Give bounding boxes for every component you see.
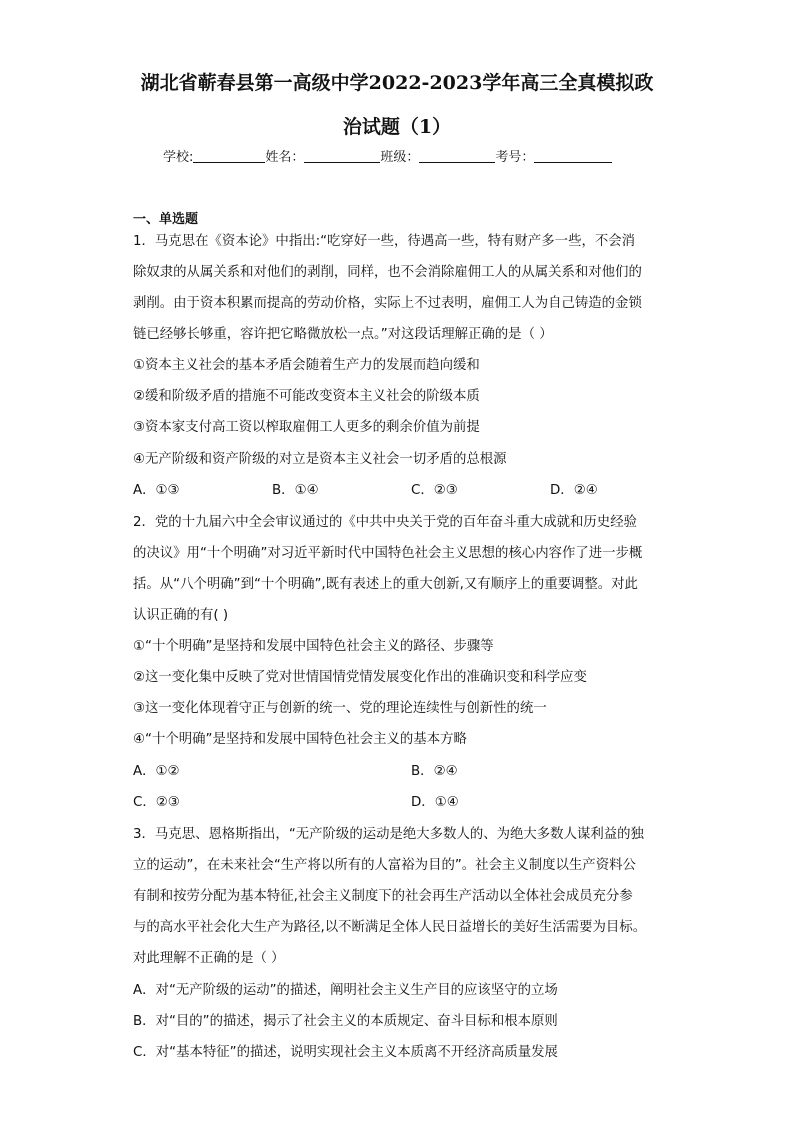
class-blank[interactable] xyxy=(419,149,495,163)
number-label: 考号： xyxy=(495,150,535,165)
class-label: 班级： xyxy=(380,150,420,165)
q1-option-d[interactable]: D．②④ xyxy=(550,483,598,498)
q2-option-c[interactable]: C．②③ xyxy=(133,795,180,810)
q2-stem-line: 2．党的十九届六中全会审议通过的《中共中央关于党的百年奋斗重大成就和历史经验 xyxy=(133,515,637,530)
q1-stem-line: 链已经够长够重，容许把它略微放松一点。”对这段话理解正确的是（ ） xyxy=(133,327,553,342)
exam-title-line2: 治试题（1） xyxy=(342,116,452,138)
q2-statement: ②这一变化集中反映了党对世情国情党情发展变化作出的准确识变和科学应变 xyxy=(133,670,587,685)
q1-option-c[interactable]: C．②③ xyxy=(411,483,458,498)
student-info-row xyxy=(163,146,612,165)
name-blank[interactable] xyxy=(304,149,380,163)
q1-statement: ④无产阶级和资产阶级的对立是资本主义社会一切矛盾的总根源 xyxy=(133,452,507,467)
q3-option-a[interactable]: A．对“无产阶级的运动”的描述，阐明社会主义生产目的应该坚守的立场 xyxy=(133,983,558,998)
school-blank[interactable] xyxy=(193,149,265,163)
q3-stem-line: 立的运动”，在未来社会“生产将以所有的人富裕为目的”。社会主义制度以生产资料公 xyxy=(133,858,636,873)
q1-option-b[interactable]: B．①④ xyxy=(272,483,319,498)
q3-stem-line: 3．马克思、恩格斯指出，“无产阶级的运动是绝大多数人的、为绝大多数人谋利益的独 xyxy=(133,827,644,842)
q2-option-d[interactable]: D．①④ xyxy=(411,795,459,810)
q2-stem-line: 的决议》用“十个明确”对习近平新时代中国特色社会主义思想的核心内容作了进一步概 xyxy=(133,546,643,561)
q1-statement: ③资本家支付高工资以榨取雇佣工人更多的剩余价值为前提 xyxy=(133,420,480,435)
section-heading: 一、单选题 xyxy=(133,212,199,227)
q3-stem-line: 与的高水平社会化大生产为路径,以不断满足全体人民日益增长的美好生活需要为目标。 xyxy=(133,920,647,935)
q1-option-a[interactable]: A．①③ xyxy=(133,483,180,498)
name-label: 姓名： xyxy=(265,150,305,165)
q3-option-b[interactable]: B．对“目的”的描述，揭示了社会主义的本质规定、奋斗目标和根本原则 xyxy=(133,1014,558,1029)
q1-statement: ①资本主义社会的基本矛盾会随着生产力的发展而趋向缓和 xyxy=(133,358,480,373)
q3-stem-line: 有制和按劳分配为基本特征,社会主义制度下的社会再生产活动以全体社会成员充分参 xyxy=(133,889,633,904)
q1-statement: ②缓和阶级矛盾的措施不可能改变资本主义社会的阶级本质 xyxy=(133,389,480,404)
q2-option-a[interactable]: A．①② xyxy=(133,764,180,779)
q3-stem-line: 对此理解不正确的是（ ） xyxy=(133,951,285,966)
q2-option-b[interactable]: B．②④ xyxy=(411,764,458,779)
exam-title-line1: 湖北省蕲春县第一高级中学2022-2023学年高三全真模拟政 xyxy=(140,72,654,94)
q2-statement: ③这一变化体现着守正与创新的统一、党的理论连续性与创新性的统一 xyxy=(133,701,547,716)
q1-stem-line: 剥削。由于资本积累而提高的劳动价格，实际上不过表明，雇佣工人为自己铸造的金锁 xyxy=(133,296,642,311)
q1-stem-line: 除奴隶的从属关系和对他们的剥削，同样，也不会消除雇佣工人的从属关系和对他们的 xyxy=(133,265,642,280)
q2-statement: ①“十个明确”是坚持和发展中国特色社会主义的路径、步骤等 xyxy=(133,639,494,654)
number-blank[interactable] xyxy=(534,149,612,163)
q2-stem-line: 括。从“八个明确”到“十个明确”,既有表述上的重大创新,又有顺序上的重要调整。对此 xyxy=(133,577,638,592)
q2-statement: ④“十个明确”是坚持和发展中国特色社会主义的基本方略 xyxy=(133,732,467,747)
q3-option-c[interactable]: C．对“基本特征”的描述，说明实现社会主义本质离不开经济高质量发展 xyxy=(133,1045,558,1060)
q1-stem-line: 1．马克思在《资本论》中指出:“吃穿好一些，待遇高一些，特有财产多一些，不会消 xyxy=(133,234,636,249)
q2-stem-line: 认识正确的有( ) xyxy=(133,608,229,623)
school-label: 学校: xyxy=(163,150,194,165)
